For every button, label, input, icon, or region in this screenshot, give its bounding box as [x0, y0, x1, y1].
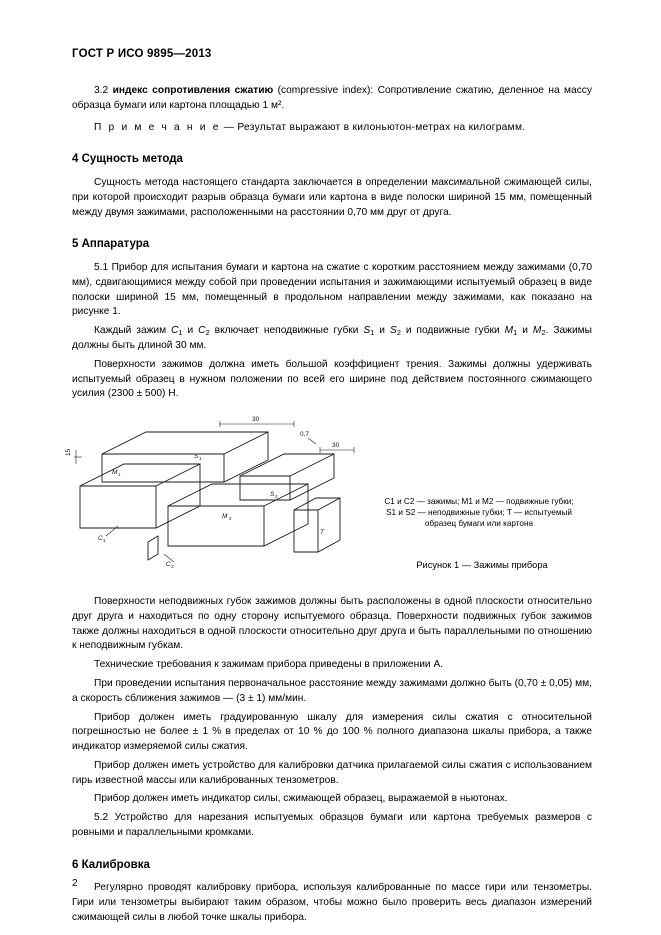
figure-1-legend-line-2: S1 и S2 — неподвижные губки; T — испытуемый	[386, 508, 572, 518]
svg-text:2: 2	[275, 494, 278, 500]
figure-1-drawing	[65, 414, 372, 574]
page-content	[65, 84, 592, 926]
svg-text:30: 30	[332, 442, 340, 450]
clause-3-2-definition: : Сопротивление сжатию, деленное на массу образца бумаги или картона площадью 1 м².	[72, 85, 592, 111]
figure-1-legend	[368, 496, 590, 529]
section-5-paragraph-3: Поверхности зажимов должна иметь большой коэффициент трения. Зажимы должны удерживать испытуемый образец в нужном положении по всей его ширине под действием постоянного сжимающего усилия (2300 ± 500) Н.	[72, 358, 592, 400]
page-header: ГОСТ Р ИСО 9895—2013	[72, 48, 212, 60]
note-paragraph	[72, 121, 592, 136]
section-5-paragraph-9: Прибор должен иметь индикатор силы, сжимающей образец, выражаемой в ньютонах.	[94, 793, 508, 805]
section-5-paragraph-10: 5.2 Устройство для нарезания испытуемых образцов бумаги или картона требуемых размеров с ровными и параллельными кромками.	[72, 812, 592, 838]
svg-text:2: 2	[229, 516, 232, 522]
figure-1	[65, 414, 592, 589]
section-5-paragraph-1: 5.1 Прибор для испытания бумаги и картона на сжатие с коротким расстоянием между зажимами (0,70 мм), сдвигающимися между собой при проведении испытания и зажимающими испытуемый образец в виде полоски шириной 15 мм, помещенный в продольном направлении между зажимами, как показано на рисунке 1.	[72, 262, 592, 318]
p2-part-c: и подвижные губки	[400, 325, 505, 337]
figure-1-legend-line-3: образец бумаги или картона	[424, 519, 534, 529]
page-number: 2	[72, 878, 78, 889]
svg-text:S: S	[194, 453, 199, 461]
svg-text:M: M	[222, 513, 228, 521]
note-text: — Результат выражают в килоньютон-метрах на килограмм.	[220, 121, 526, 133]
heading-section-4: 4 Сущность метода	[72, 153, 183, 166]
section-5-paragraph-7: Прибор должен иметь градуированную шкалу для измерения силы сжатия с относительной погрешностью не более ± 1 % в пределах от 10 % до 100 % полного диапазона шкалы прибора, а также индикатор измеряемой силы сжатия.	[72, 711, 592, 753]
figure-1-caption: Рисунок 1 — Зажимы прибора	[416, 560, 548, 571]
note-label: П р и м е ч а н и е	[94, 121, 221, 133]
section-5-paragraph-4: Поверхности неподвижных губок зажимов должны быть расположены в одной плоскости относительно друг друга и находиться по одну сторону испытуемого образца. Поверхности подвижных губок зажимов также должны находиться в одной плоскости относительно друг друга и быть параллельными по отношению к неподвижным губкам.	[72, 596, 592, 652]
section-5-paragraph-6: При проведении испытания первоначальное расстояние между зажимами должно быть (0,70 ± 0,05) мм, а скорость сближения зажимов — (3 ± 1) мм/мин.	[72, 677, 592, 704]
svg-text:0,7: 0,7	[300, 431, 310, 439]
svg-text:1: 1	[199, 456, 202, 462]
svg-text:S: S	[270, 491, 275, 499]
section-5-paragraph-8: Прибор должен иметь устройство для калибровки датчика прилагаемой силы сжатия с использованием гирь известной массы или калиброванных тензометров.	[72, 759, 592, 786]
section-5-paragraph-2: Каждый зажим $C_1$ и $C_2$ включает неподвижные губки $S_1$ и $S_2$ и подвижные губки $M_1$ и $M_2$. Зажимы должны быть длиной 30 мм.	[72, 325, 592, 351]
svg-text:C: C	[166, 561, 171, 569]
section-6-paragraph-1: Регулярно проводят калибровку прибора, используя калиброванные по массе гири или тензометры. Гири или тензометры выбирают таким образом, чтобы можно было проверить весь диапазон измерений сжимающей силы в любой точке шкалы прибора.	[72, 882, 592, 924]
svg-text:M: M	[112, 469, 118, 477]
clause-3-2-term: индекс сопротивления сжатию	[112, 85, 274, 96]
p2-part-a: Каждый зажим	[94, 325, 172, 337]
svg-text:15: 15	[65, 448, 72, 457]
p2-part-b: включает неподвижные губки	[209, 325, 364, 337]
clause-3-2-number: 3.2	[94, 85, 109, 96]
p2-part-d: . Зажимы должны быть длиной 30 мм.	[72, 325, 592, 351]
clause-3-2-english: (compressive index)	[277, 85, 371, 96]
svg-text:C: C	[98, 535, 103, 543]
svg-text:30: 30	[252, 416, 260, 424]
svg-text:2: 2	[171, 564, 174, 570]
svg-text:T: T	[320, 529, 324, 537]
svg-text:1: 1	[103, 538, 106, 544]
clause-3-2	[72, 84, 592, 114]
svg-text:1: 1	[118, 472, 121, 478]
section-5-paragraph-5: Технические требования к зажимам прибора приведены в приложении А.	[94, 659, 444, 671]
heading-section-6: 6 Калибровка	[72, 858, 150, 871]
section-4-paragraph-1: Сущность метода настоящего стандарта заключается в определении максимальной сжимающей силы, при которой происходит разрыв образца бумаги или картона в виде полоски шириной 15 мм, помещенный между двумя зажимами, расположенными на расстоянии 0,70 мм друг от друга.	[72, 177, 592, 218]
figure-1-legend-line-1: C1 и C2 — зажимы; M1 и M2 — подвижные губки;	[384, 497, 574, 507]
heading-section-5: 5 Аппаратура	[72, 238, 150, 251]
